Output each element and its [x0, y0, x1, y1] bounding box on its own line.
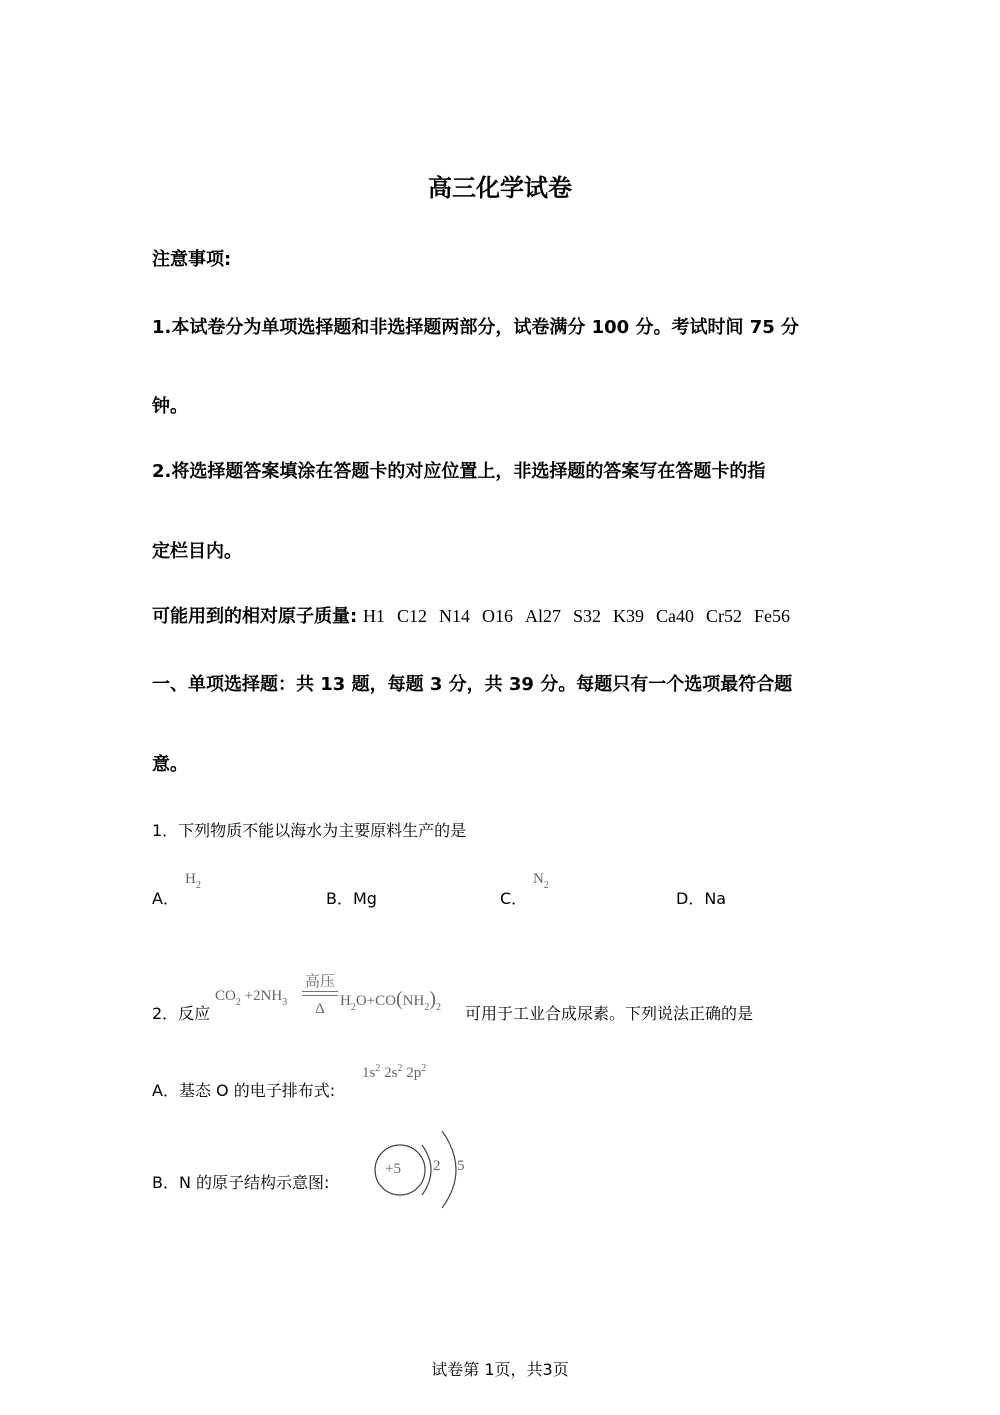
- q1-option-a-label: A．: [152, 889, 179, 908]
- q2-option-a[interactable]: A．基态 O 的电子排布式:: [152, 1081, 336, 1100]
- q1-option-b[interactable]: B．Mg: [326, 889, 377, 908]
- q1-a-formula-main: H: [185, 871, 196, 887]
- mass-o: O16: [481, 606, 513, 626]
- notice-item2-line2: 定栏目内。: [152, 541, 242, 562]
- page-title: 高三化学试卷: [428, 174, 572, 202]
- mass-k: K39: [612, 606, 644, 626]
- mass-ca: Ca40: [655, 606, 694, 626]
- atomic-mass-row: [152, 602, 790, 628]
- q1-option-a[interactable]: [152, 886, 179, 909]
- page-footer: 试卷第 1页，共3页: [431, 1360, 569, 1379]
- atom-nucleus-charge: +5: [385, 1161, 401, 1177]
- q2-suffix: 可用于工业合成尿素。下列说法正确的是: [465, 1004, 754, 1023]
- q1-option-d[interactable]: D．Na: [676, 889, 727, 908]
- mass-s: S32: [572, 606, 601, 626]
- notice-item1-line1: 1.本试卷分为单项选择题和非选择题两部分，试卷满分 100 分。考试时间 75 分: [152, 317, 800, 338]
- mass-h: H1: [362, 606, 385, 626]
- section1-line1: 一、单项选择题：共 13 题，每题 3 分，共 39 分。每题只有一个选项最符合题: [152, 674, 793, 695]
- mass-al: Al27: [524, 606, 561, 626]
- notice-item1-line2: 钟。: [152, 396, 188, 417]
- q2-equals-sign: [302, 991, 338, 996]
- q2-condition-top: 高压: [304, 974, 335, 990]
- q2-products: $H_2O+CO(NH_2)_2$: [340, 988, 441, 1013]
- mass-fe: Fe56: [753, 606, 790, 626]
- mass-n: N14: [438, 606, 470, 626]
- notice-item2-line1: 2.将选择题答案填涂在答题卡的对应位置上，非选择题的答案写在答题卡的指: [152, 461, 766, 482]
- notice-heading: 注意事项:: [152, 249, 232, 270]
- q1-option-c[interactable]: [500, 886, 527, 909]
- atomic-mass-values: [363, 606, 790, 626]
- atom-shell1-electrons: 2: [433, 1158, 441, 1174]
- q1-stem: 1．下列物质不能以海水为主要原料生产的是: [152, 821, 467, 840]
- mass-c: C12: [396, 606, 427, 626]
- q1-c-formula-sub: 2: [543, 880, 549, 891]
- atom-shell2-electrons: 5: [457, 1158, 465, 1174]
- q2-option-a-config: $1s^2$ $2s^2$ $2p^2$: [362, 1063, 427, 1081]
- q2-prefix: 2．反应: [152, 1004, 211, 1023]
- q1-c-formula-main: N: [533, 871, 544, 887]
- section1-line2: 意。: [152, 754, 188, 775]
- q1-option-c-label: C．: [500, 889, 528, 908]
- q1-a-formula-sub: 2: [195, 880, 201, 891]
- q2-reactants: $CO_2 +2NH_3$: [215, 988, 288, 1008]
- q2-option-b[interactable]: B．N 的原子结构示意图:: [152, 1173, 330, 1192]
- atomic-mass-label: 可能用到的相对原子质量:: [152, 606, 358, 627]
- mass-cr: Cr52: [705, 606, 742, 626]
- q2-condition-bottom: Δ: [315, 1001, 325, 1017]
- q1-option-c-formula: [533, 871, 549, 891]
- q1-option-a-formula: [185, 871, 201, 891]
